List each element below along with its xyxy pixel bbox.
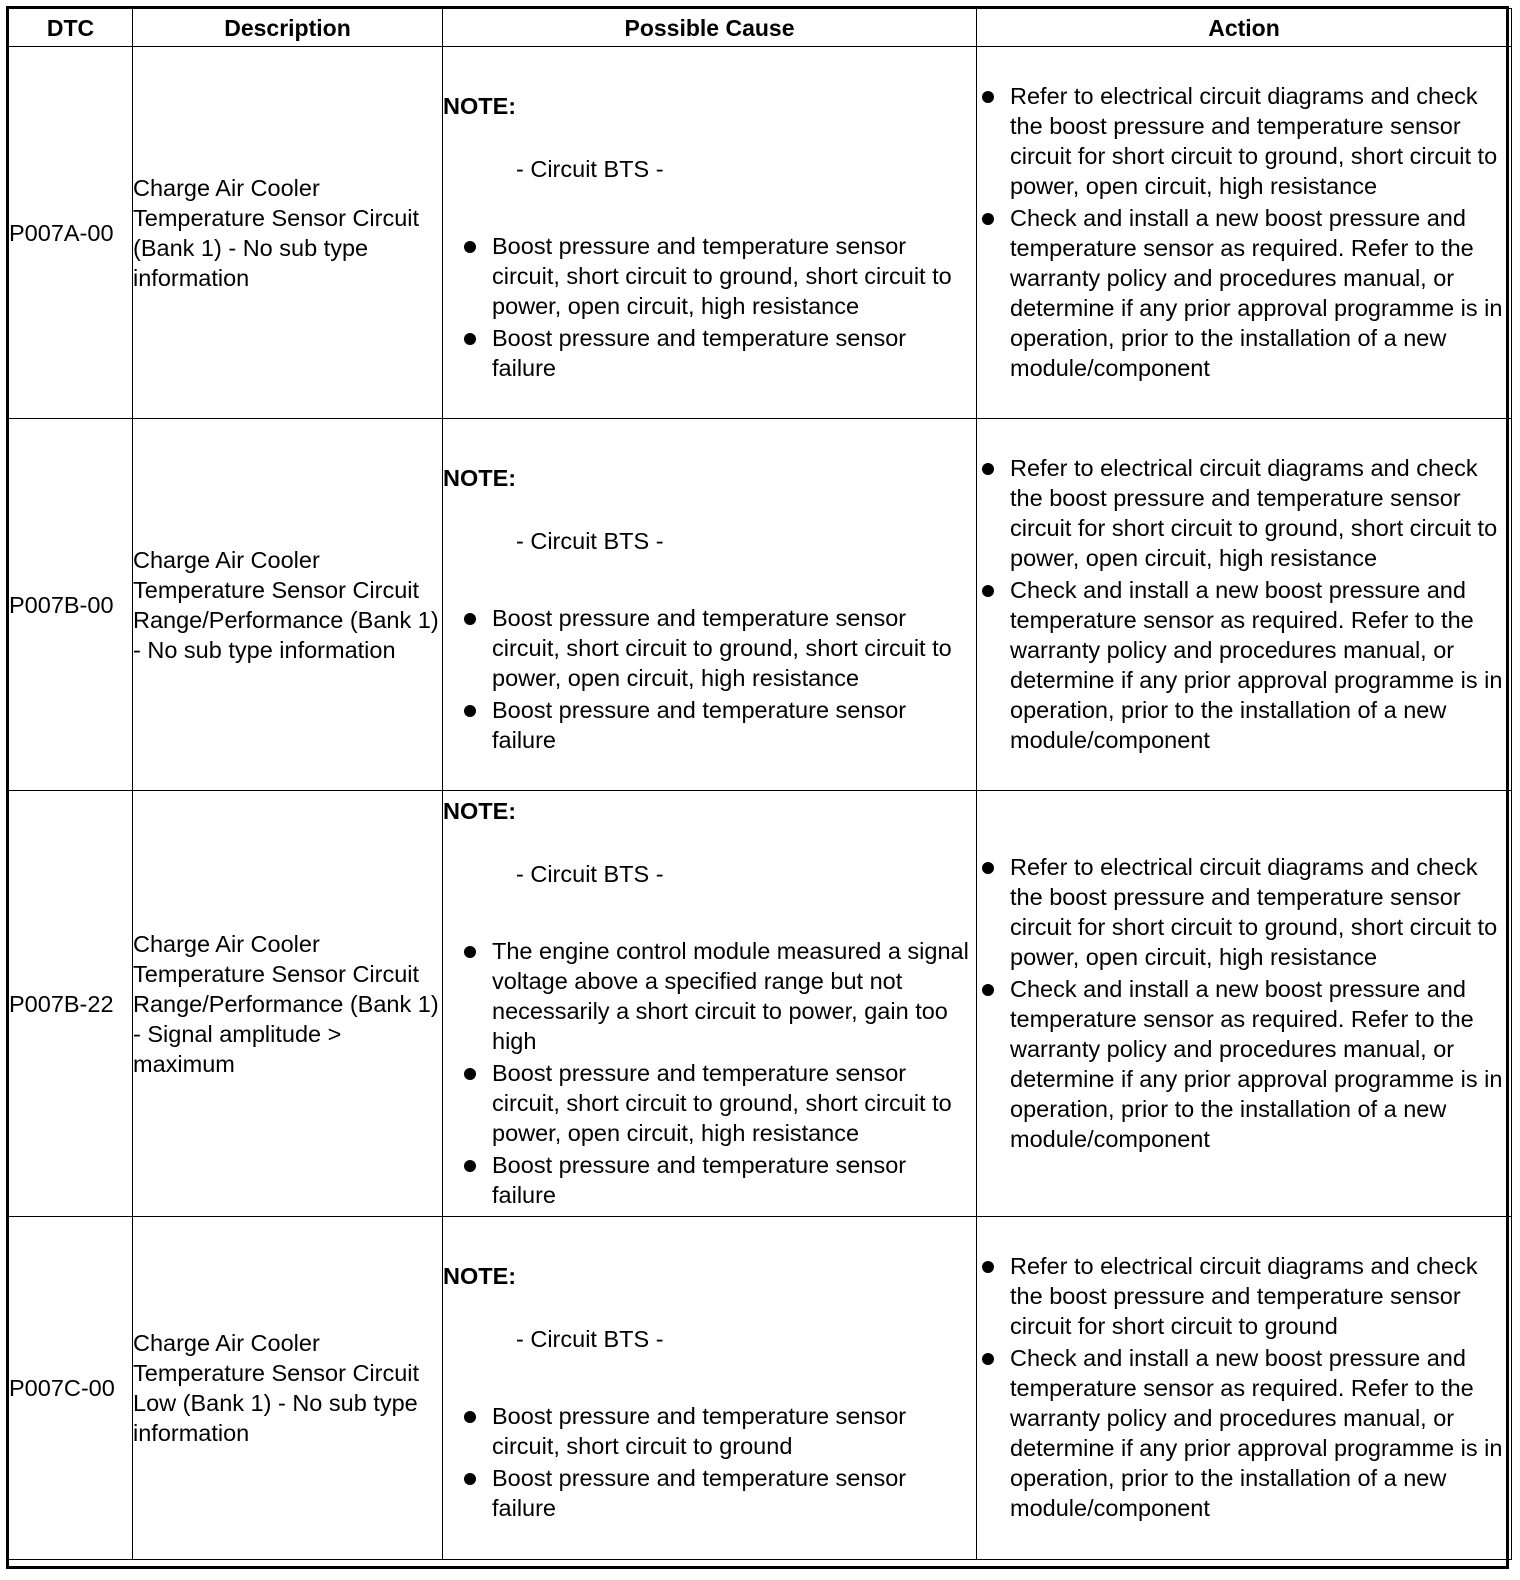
table-row [9, 47, 1512, 419]
action-list [977, 453, 1511, 755]
action-list [977, 852, 1511, 1154]
bullet-icon [982, 984, 994, 996]
dtc-description: Charge Air Cooler Temperature Sensor Circuit Range/Performance (Bank 1) - Signal amplitude > maximum [133, 791, 443, 1217]
possible-cause-cell [443, 1217, 977, 1560]
possible-cause-cell [443, 419, 977, 791]
action-cell [977, 47, 1512, 419]
list-item [977, 852, 1511, 972]
cause-text: Boost pressure and temperature sensor circuit, short circuit to ground, short circuit to power, open circuit, high resistance [492, 1059, 952, 1146]
table-row [9, 419, 1512, 791]
cause-text: Boost pressure and temperature sensor failure [492, 324, 907, 381]
action-list [977, 1251, 1511, 1523]
action-list [977, 81, 1511, 383]
header-action: Action [977, 9, 1512, 47]
cause-text: Boost pressure and temperature sensor failure [492, 1151, 907, 1208]
cause-text: The engine control module measured a signal voltage above a specified range but not necessarily a short circuit to power, gain too high [492, 937, 969, 1054]
list-item [977, 974, 1511, 1154]
action-text: Check and install a new boost pressure and temperature sensor as required. Refer to the warranty policy and procedures manual, or determine if any prior approval programme is in operation, prior to the installation of a new module/component [1010, 204, 1503, 381]
cause-list [443, 231, 976, 383]
circuit-label: - Circuit BTS - [516, 155, 664, 182]
table-row [9, 1217, 1512, 1560]
list-item [977, 1251, 1511, 1341]
circuit-label: - Circuit BTS - [516, 1326, 664, 1352]
cause-list [443, 936, 976, 1210]
action-text: Refer to electrical circuit diagrams and check the boost pressure and temperature sensor circuit for short circuit to ground, short circuit to power, open circuit, high resistance [1010, 82, 1498, 199]
bullet-icon [464, 946, 476, 958]
list-item [977, 203, 1511, 383]
bullet-icon [982, 463, 994, 475]
bullet-icon [464, 241, 476, 253]
list-item [443, 936, 976, 1056]
table-row [9, 791, 1512, 1217]
cause-text: Boost pressure and temperature sensor failure [492, 696, 907, 753]
list-item [977, 453, 1511, 573]
bullet-icon [982, 862, 994, 874]
list-item [443, 603, 976, 693]
table-header-row [9, 9, 1512, 47]
bullet-icon [982, 1353, 994, 1365]
list-item [977, 1343, 1511, 1523]
list-item [443, 323, 976, 383]
action-text: Refer to electrical circuit diagrams and check the boost pressure and temperature sensor circuit for short circuit to ground [1010, 1253, 1478, 1339]
dtc-code: P007C-00 [9, 1217, 133, 1560]
action-cell [977, 791, 1512, 1217]
dtc-description: Charge Air Cooler Temperature Sensor Circuit Range/Performance (Bank 1) - No sub type information [133, 419, 443, 791]
action-text: Check and install a new boost pressure and temperature sensor as required. Refer to the warranty policy and procedures manual, or determine if any prior approval programme is in operation, prior to the installation of a new module/component [1010, 1345, 1503, 1521]
note-label: NOTE: [443, 797, 517, 824]
bullet-icon [464, 1068, 476, 1080]
bullet-icon [464, 1411, 476, 1423]
cause-list [443, 603, 976, 755]
bullet-icon [982, 1261, 994, 1273]
cause-list [443, 1401, 976, 1523]
action-text: Refer to electrical circuit diagrams and check the boost pressure and temperature sensor circuit for short circuit to ground, short circuit to power, open circuit, high resistance [1010, 853, 1498, 970]
action-text: Check and install a new boost pressure and temperature sensor as required. Refer to the warranty policy and procedures manual, or determine if any prior approval programme is in operation, prior to the installation of a new module/component [1010, 975, 1503, 1152]
bullet-icon [464, 705, 476, 717]
bullet-icon [982, 585, 994, 597]
action-cell [977, 419, 1512, 791]
circuit-label: - Circuit BTS - [516, 527, 664, 554]
action-text: Check and install a new boost pressure and temperature sensor as required. Refer to the warranty policy and procedures manual, or determine if any prior approval programme is in operation, prior to the installation of a new module/component [1010, 576, 1503, 753]
dtc-table [8, 8, 1512, 1560]
header-possible-cause: Possible Cause [443, 9, 977, 47]
dtc-code: P007B-22 [9, 791, 133, 1217]
bullet-icon [464, 333, 476, 345]
dtc-code: P007B-00 [9, 419, 133, 791]
circuit-label: - Circuit BTS - [516, 860, 664, 887]
cause-text: Boost pressure and temperature sensor circuit, short circuit to ground [492, 1403, 907, 1459]
action-cell [977, 1217, 1512, 1560]
list-item [443, 1150, 976, 1210]
bullet-icon [982, 91, 994, 103]
bullet-icon [464, 613, 476, 625]
bullet-icon [982, 213, 994, 225]
header-description: Description [133, 9, 443, 47]
dtc-code: P007A-00 [9, 47, 133, 419]
possible-cause-cell [443, 791, 977, 1217]
cause-text: Boost pressure and temperature sensor circuit, short circuit to ground, short circuit to power, open circuit, high resistance [492, 604, 952, 691]
cause-text: Boost pressure and temperature sensor circuit, short circuit to ground, short circuit to power, open circuit, high resistance [492, 232, 952, 319]
bullet-icon [464, 1473, 476, 1485]
bullet-icon [464, 1160, 476, 1172]
dtc-description: Charge Air Cooler Temperature Sensor Circuit (Bank 1) - No sub type information [133, 47, 443, 419]
list-item [443, 695, 976, 755]
possible-cause-cell [443, 47, 977, 419]
list-item [443, 1463, 976, 1523]
action-text: Refer to electrical circuit diagrams and check the boost pressure and temperature sensor circuit for short circuit to ground, short circuit to power, open circuit, high resistance [1010, 454, 1498, 571]
note-label: NOTE: [443, 1263, 517, 1289]
dtc-description: Charge Air Cooler Temperature Sensor Circuit Low (Bank 1) - No sub type information [133, 1217, 443, 1560]
list-item [443, 1058, 976, 1148]
note-label: NOTE: [443, 92, 517, 119]
note-label: NOTE: [443, 464, 517, 491]
list-item [977, 81, 1511, 201]
header-dtc: DTC [9, 9, 133, 47]
list-item [443, 231, 976, 321]
list-item [443, 1401, 976, 1461]
list-item [977, 575, 1511, 755]
cause-text: Boost pressure and temperature sensor failure [492, 1465, 907, 1521]
